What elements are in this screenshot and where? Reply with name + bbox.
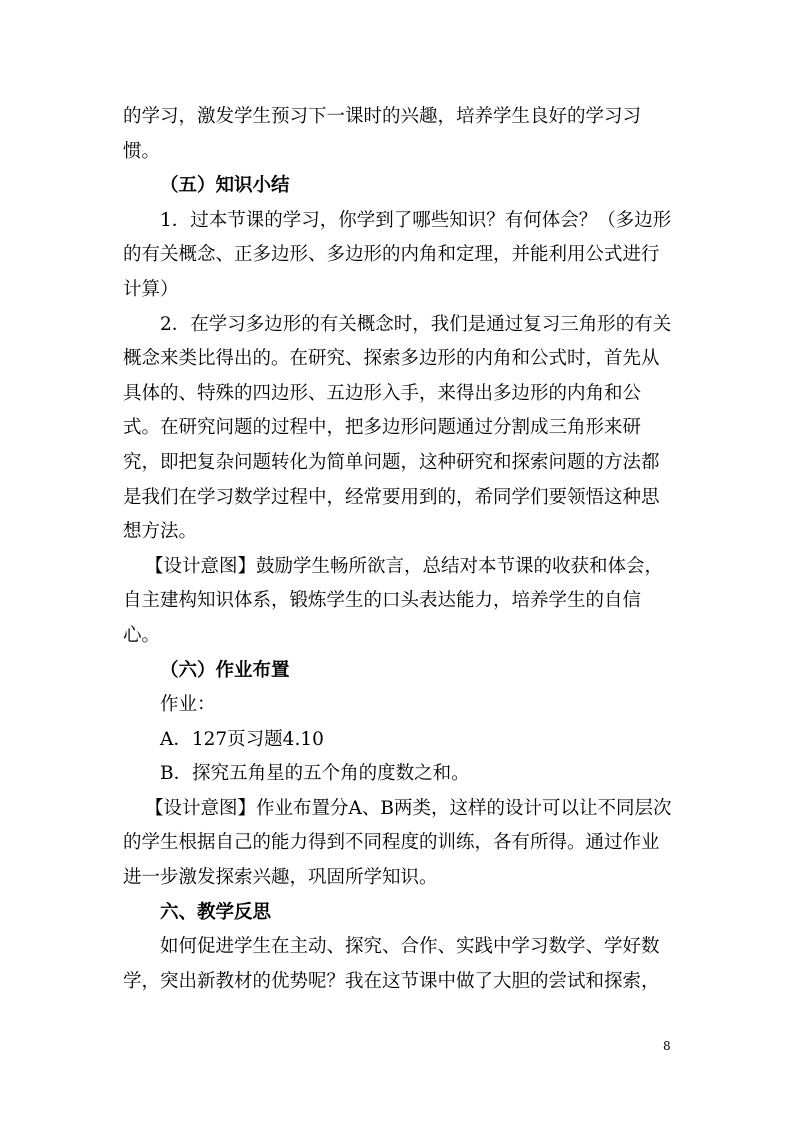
paragraph-design-intent-2: 【设计意图】作业布置分A、B两类，这样的设计可以让不同层次的学生根据自己的能力得到不同程度的训练，各有所得。通过作业进一步激发探索兴趣，巩固所学知识。 bbox=[123, 797, 672, 889]
paragraph-homework-label: 作业： bbox=[160, 694, 216, 716]
paragraph-homework-a: A．127页习题4.10 bbox=[160, 728, 324, 750]
paragraph-reflection: 如何促进学生在主动、探究、合作、实践中学习数学、学好数学，突出新教材的优势呢？我在这节课中做了大胆的尝试和探索， bbox=[123, 936, 660, 992]
section-heading-knowledge-summary: （五）知识小结 bbox=[160, 175, 290, 197]
paragraph-design-intent-1: 【设计意图】鼓励学生畅所欲言，总结对本节课的收获和体会，自主建构知识体系，锻炼学生的口头表达能力，培养学生的自信心。 bbox=[123, 555, 664, 646]
paragraph-summary-1: 1．过本节课的学习，你学到了哪些知识？有何体会？（多边形的有关概念、正多边形、多边形的内角和定理，并能利用公式进行计算） bbox=[123, 209, 672, 300]
paragraph-continuation: 的学习，激发学生预习下一课时的兴趣，培养学生良好的学习习惯。 bbox=[123, 106, 642, 162]
paragraph-homework-b: B．探究五角星的五个角的度数之和。 bbox=[160, 763, 470, 785]
section-heading-homework: （六）作业布置 bbox=[160, 659, 290, 681]
page-content bbox=[123, 100, 675, 999]
page-number: 8 bbox=[663, 1039, 671, 1053]
paragraph-summary-2: 2．在学习多边形的有关概念时，我们是通过复习三角形的有关概念来类比得出的。在研究、探索多边形的内角和公式时，首先从具体的、特殊的四边形、五边形入手，来得出多边形的内角和公式。在研究问题的过程中，把多边形问题通过分割成三角形来研究，即把复杂问题转化为简单问题，这种研究和探索问题的方法都是我们在学习数学过程中，经常要用到的，希同学们要领悟这种思想方法。 bbox=[123, 313, 672, 543]
section-heading-reflection: 六、教学反思 bbox=[160, 901, 272, 923]
